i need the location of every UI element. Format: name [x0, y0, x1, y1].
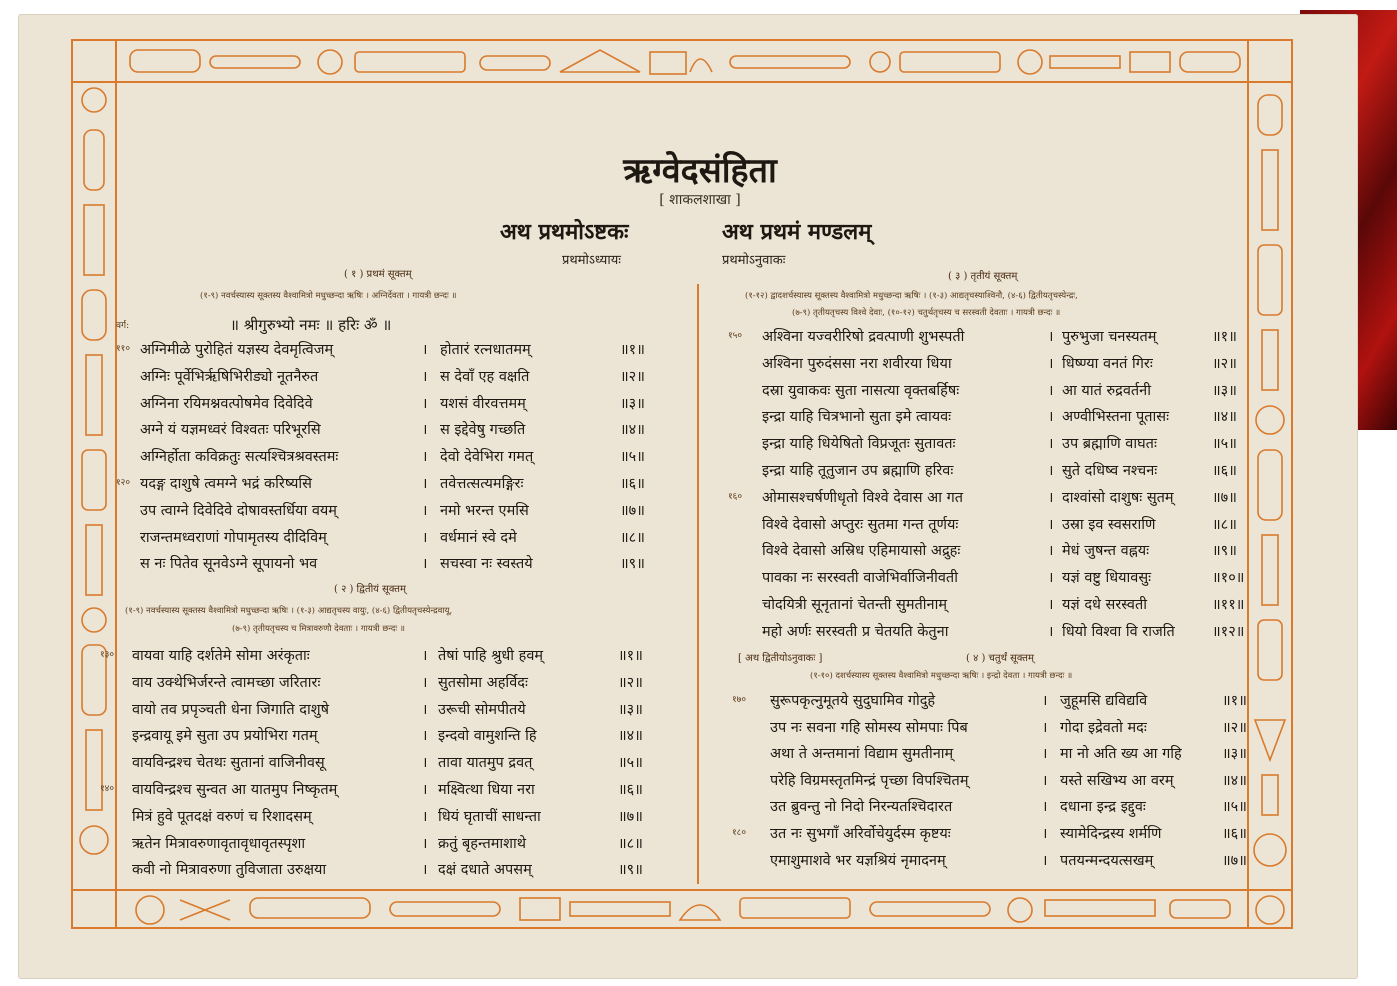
- verse-line: [140, 393, 680, 417]
- verse-first-half: अश्विना यज्वरीरिषो द्रवत्पाणी शुभस्पती: [762, 329, 965, 345]
- danda-separator: ।: [422, 701, 428, 718]
- verse-number: ॥४॥: [1212, 409, 1237, 426]
- verse-line: [770, 770, 1270, 794]
- verse-second-half: क्रतुं बृहन्तमाशाथे: [438, 835, 527, 852]
- verse-second-half: धिष्ण्या वनतं गिरः: [1062, 355, 1153, 372]
- verse-number: ॥७॥: [620, 502, 645, 519]
- verse-line: [132, 645, 680, 669]
- verse-second-half: सुते दधिष्व नश्चनः: [1062, 463, 1158, 479]
- verse-number: ॥१॥: [1222, 693, 1247, 709]
- verse-second-half: मा नो अति ख्य आ गहि: [1060, 746, 1182, 763]
- verse-second-half: दधाना इन्द्र इद्दुवः: [1060, 799, 1146, 816]
- danda-separator: ।: [422, 422, 428, 439]
- danda-separator: ।: [1048, 463, 1054, 479]
- verse-first-half: वायवा याहि दर्शतेमे सोमा अरंकृताः: [132, 648, 310, 664]
- verse-number: ॥१०॥: [1212, 570, 1245, 587]
- verse-line: [132, 725, 680, 749]
- verse-second-half: उरूची सोमपीतये: [438, 701, 526, 718]
- right-heading: अथ प्रथमं मण्डलम्: [722, 219, 872, 245]
- verse-number: ॥३॥: [620, 395, 645, 412]
- verse-line: [770, 823, 1270, 847]
- verse-number: ॥९॥: [620, 556, 645, 573]
- verse-number: ॥४॥: [620, 422, 645, 439]
- danda-separator: ।: [1042, 852, 1048, 869]
- verse-line: [762, 594, 1272, 618]
- verse-first-half: परेहि विग्रमस्तृतमिन्द्रं पृच्छा विपश्चितम्: [770, 772, 969, 789]
- verse-number: ॥१॥: [1212, 329, 1237, 345]
- verse-number: ॥६॥: [1212, 463, 1237, 479]
- verse-line: [762, 621, 1272, 645]
- verse-line: [140, 339, 680, 363]
- verse-second-half: इन्दवो वामुशन्ति हि: [438, 728, 537, 745]
- verse-line: [762, 514, 1272, 538]
- verse-number: ॥८॥: [618, 835, 643, 852]
- verse-first-half: अग्निमीळे पुरोहितं यज्ञस्य देवमृत्विजम्: [140, 342, 334, 358]
- verse-first-half: उप त्वाग्ने दिवेदिवे दोषावस्तर्धिया वयम्: [140, 502, 337, 519]
- verse-line: [132, 859, 680, 883]
- verse-second-half: तवेत्तत्सत्यमङ्गिरः: [440, 476, 524, 492]
- verse-line: [770, 717, 1270, 741]
- verse-number: ॥२॥: [618, 674, 643, 691]
- verse-line: [140, 500, 680, 524]
- verse-margin-number: १३०: [100, 650, 115, 660]
- verse-first-half: एमाशुमाशवे भर यज्ञश्रियं नृमादनम्: [770, 852, 946, 869]
- verse-margin-number: १८०: [732, 828, 747, 838]
- verse-second-half: देवो देवेभिरा गमत्: [440, 449, 534, 466]
- verse-line: [132, 699, 680, 723]
- verse-line: [140, 366, 680, 390]
- danda-separator: ।: [1048, 597, 1054, 613]
- verse-line: [132, 672, 680, 696]
- danda-separator: ।: [1042, 693, 1048, 709]
- left-subheading: प्रथमोऽध्यायः: [562, 253, 621, 268]
- danda-separator: ।: [1048, 516, 1054, 533]
- verse-first-half: वाय उक्थेभिर्जरन्ते त्वामच्छा जरितारः: [132, 674, 321, 691]
- verse-line: [762, 540, 1272, 564]
- danda-separator: ।: [422, 648, 428, 664]
- danda-separator: ।: [1048, 543, 1054, 560]
- verse-number: ॥८॥: [620, 529, 645, 546]
- verse-first-half: वायविन्द्रश्च चेतथः सुतानां वाजिनीवसू: [132, 755, 325, 772]
- verse-first-half: उत ब्रुवन्तु नो निदो निरन्यतश्चिदारत: [770, 799, 953, 816]
- anuvaka-note: [ अथ द्वितीयोऽनुवाकः ]: [738, 653, 823, 664]
- danda-separator: ।: [422, 529, 428, 546]
- invocation-line: ॥ श्रीगुरुभ्यो नमः ॥ हरिः ॐ ॥: [230, 316, 392, 334]
- verse-second-half: धियं घृताचीं साधन्ता: [438, 808, 541, 825]
- verse-first-half: अश्विना पुरुदंससा नरा शवीरया धिया: [762, 355, 952, 372]
- danda-separator: ।: [422, 808, 428, 825]
- verse-first-half: वायो तव प्रपृञ्चती धेना जिगाति दाशुषे: [132, 701, 330, 718]
- verse-second-half: अण्वीभिस्तना पूतासः: [1062, 409, 1170, 426]
- verse-line: [132, 806, 680, 830]
- verse-margin-number: ११०: [116, 344, 131, 354]
- verse-line: [770, 850, 1270, 874]
- verse-first-half: विश्वे देवासो अप्तुरः सुतमा गन्त तूर्णयः: [762, 516, 959, 533]
- verse-first-half: दस्रा युवाकवः सुता नासत्या वृक्तबर्हिषः: [762, 382, 960, 399]
- left-margin-note: वर्ग:: [116, 321, 130, 331]
- verse-line: [140, 553, 680, 577]
- danda-separator: ।: [422, 862, 428, 879]
- verse-number: ॥९॥: [1212, 543, 1237, 560]
- danda-separator: ।: [1042, 719, 1048, 736]
- verse-line: [762, 326, 1272, 350]
- verse-first-half: स नः पितेव सूनवेऽग्ने सूपायनो भव: [140, 556, 318, 573]
- danda-separator: ।: [422, 342, 428, 358]
- verse-first-half: इन्द्रा याहि धियेषितो विप्रजूतः सुतावतः: [762, 436, 956, 453]
- verse-line: [140, 473, 680, 497]
- right-subheading: प्रथमोऽनुवाकः: [722, 253, 786, 268]
- verse-line: [770, 690, 1270, 714]
- danda-separator: ।: [1048, 382, 1054, 399]
- danda-separator: ।: [422, 449, 428, 466]
- verse-line: [762, 353, 1272, 377]
- verse-line: [140, 419, 680, 443]
- danda-separator: ।: [1048, 623, 1054, 640]
- verse-first-half: चोदयित्री सूनृतानां चेतन्ती सुमतीनाम्: [762, 597, 948, 613]
- verse-second-half: मेधं जुषन्त वह्नयः: [1062, 543, 1150, 560]
- verse-second-half: गोदा इद्रेवतो मदः: [1060, 719, 1147, 736]
- danda-separator: ।: [1048, 409, 1054, 426]
- verse-number: ॥७॥: [618, 808, 643, 825]
- left-heading: अथ प्रथमोऽष्टकः: [500, 219, 629, 245]
- verse-second-half: सुतसोमा अहर्विदः: [438, 674, 528, 691]
- sukta-2-label: ( २ ) द्वितीयं सूक्तम्: [334, 584, 406, 595]
- verse-first-half: अग्निर्होता कविक्रतुः सत्यश्चित्रश्रवस्तमः: [140, 449, 339, 466]
- page-subtitle: [ शाकलशाखा ]: [659, 192, 741, 208]
- danda-separator: ।: [1048, 436, 1054, 453]
- verse-second-half: यज्ञं वष्टु धियावसुः: [1062, 570, 1152, 587]
- verse-second-half: उप ब्रह्माणि वाघतः: [1062, 436, 1157, 453]
- verse-number: ॥२॥: [1212, 355, 1237, 372]
- verse-second-half: स देवाँ एह वक्षति: [440, 368, 530, 385]
- verse-first-half: कवी नो मित्रावरुणा तुविजाता उरुक्षया: [132, 862, 327, 879]
- danda-separator: ।: [422, 395, 428, 412]
- page-title: ऋग्वेदसंहिता: [623, 151, 777, 191]
- verse-line: [762, 460, 1272, 484]
- verse-number: ॥६॥: [1222, 826, 1247, 842]
- danda-separator: ।: [422, 674, 428, 691]
- danda-separator: ।: [1048, 489, 1054, 506]
- sukta-3-meta-2: (७-९) तृतीयतृचस्य विश्वे देवाः, (१०-१२) चतुर्थतृचस्य च सरस्वती देवताः । गायत्री छन्दः ॥: [792, 308, 1061, 318]
- danda-separator: ।: [1048, 355, 1054, 372]
- verse-second-half: दक्षं दधाते अपसम्: [438, 862, 532, 879]
- verse-number: ॥२॥: [620, 368, 645, 385]
- verse-number: ॥३॥: [618, 701, 643, 718]
- verse-number: ॥११॥: [1212, 597, 1245, 613]
- verse-line: [140, 446, 680, 470]
- verse-number: ॥६॥: [618, 782, 643, 798]
- sukta-3-meta: (१-१२) द्वादशर्चस्यास्य सूक्तस्य वैश्वामित्रो मधुच्छन्दा ऋषिः । (१-३) आद्यतृचस्याश्विनौ, (४-६) द्वितीयतृचस्येन्द्रः,: [745, 291, 1078, 301]
- danda-separator: ।: [422, 755, 428, 772]
- danda-separator: ।: [1042, 746, 1048, 763]
- sukta-3-label: ( ३ ) तृतीयं सूक्तम्: [948, 271, 1018, 282]
- verse-second-half: तेषां पाहि श्रुधी हवम्: [438, 648, 544, 664]
- verse-second-half: वर्धमानं स्वे दमे: [440, 529, 517, 546]
- verse-second-half: पतयन्मन्दयत्सखम्: [1060, 852, 1154, 869]
- verse-second-half: आ यातं रुद्रवर्तनी: [1062, 382, 1151, 399]
- verse-number: ॥५॥: [1212, 436, 1237, 453]
- danda-separator: ।: [422, 502, 428, 519]
- verse-second-half: पुरुभुजा चनस्यतम्: [1062, 329, 1157, 345]
- verse-line: [770, 796, 1270, 820]
- danda-separator: ।: [1048, 570, 1054, 587]
- verse-number: ॥५॥: [620, 449, 645, 466]
- verse-first-half: अग्निः पूर्वेभिर्ऋषिभिरीड्यो नूतनैरुत: [140, 368, 319, 385]
- sukta-4-meta: (१-१०) दशर्चस्यास्य सूक्तस्य वैश्वामित्रो मधुच्छन्दा ऋषिः । इन्द्रो देवता । गायत्री छन्दः ॥: [810, 671, 1073, 681]
- verse-number: ॥१२॥: [1212, 623, 1245, 640]
- verse-second-half: स्यामेदिन्द्रस्य शर्मणि: [1060, 826, 1162, 842]
- verse-second-half: उस्रा इव स्वसराणि: [1062, 516, 1156, 533]
- verse-first-half: सुरूपकृत्नुमूतये सुदुघामिव गोदुहे: [770, 693, 936, 709]
- verse-first-half: अग्निना रयिमश्नवत्पोषमेव दिवेदिवे: [140, 395, 313, 412]
- verse-margin-number: १७०: [732, 695, 747, 705]
- danda-separator: ।: [422, 368, 428, 385]
- verse-second-half: स इद्देवेषु गच्छति: [440, 422, 526, 439]
- danda-separator: ।: [1048, 329, 1054, 345]
- verse-first-half: विश्वे देवासो अस्रिध एहिमायासो अद्रुहः: [762, 543, 961, 560]
- verse-first-half: मित्रं हुवे पूतदक्षं वरुणं च रिशादसम्: [132, 808, 312, 825]
- verse-line: [140, 527, 680, 551]
- verse-first-half: उप नः सवना गहि सोमस्य सोमपाः पिब: [770, 719, 968, 736]
- danda-separator: ।: [422, 782, 428, 798]
- verse-number: ॥८॥: [1212, 516, 1237, 533]
- danda-separator: ।: [1042, 772, 1048, 789]
- verse-first-half: अग्ने यं यज्ञमध्वरं विश्वतः परिभूरसि: [140, 422, 321, 439]
- verse-second-half: यज्ञं दधे सरस्वती: [1062, 597, 1147, 613]
- danda-separator: ।: [1042, 826, 1048, 842]
- verse-first-half: राजन्तमध्वराणां गोपामृतस्य दीदिविम्: [140, 529, 327, 546]
- verse-number: ॥७॥: [1222, 852, 1247, 869]
- verse-line: [132, 833, 680, 857]
- verse-first-half: पावका नः सरस्वती वाजेभिर्वाजिनीवती: [762, 570, 958, 587]
- verse-number: ॥५॥: [1222, 799, 1247, 816]
- verse-margin-number: १४०: [100, 784, 115, 794]
- verse-second-half: नमो भरन्त एमसि: [440, 502, 529, 519]
- sukta-2-meta-2: (७-९) तृतीयतृचस्य च मित्रावरुणौ देवताः । गायत्री छन्दः ॥: [232, 624, 405, 634]
- verse-second-half: तावा यातमुप द्रवत्: [438, 755, 533, 772]
- verse-second-half: यशसं वीरवत्तमम्: [440, 395, 526, 412]
- verse-number: ॥९॥: [618, 862, 643, 879]
- sukta-1-label: ( १ ) प्रथमं सूक्तम्: [344, 269, 412, 280]
- verse-line: [762, 487, 1272, 511]
- verse-number: ॥२॥: [1222, 719, 1247, 736]
- verse-line: [762, 567, 1272, 591]
- verse-margin-number: १५०: [728, 331, 743, 341]
- danda-separator: ।: [422, 835, 428, 852]
- verse-first-half: इन्द्रवायू इमे सुता उप प्रयोभिरा गतम्: [132, 728, 318, 745]
- verse-number: ॥४॥: [1222, 772, 1247, 789]
- verse-number: ॥१॥: [620, 342, 645, 358]
- verse-second-half: जुहूमसि द्यविद्यवि: [1060, 693, 1148, 709]
- danda-separator: ।: [1042, 799, 1048, 816]
- verse-first-half: उत नः सुभगाँ अरिर्वोचेयुर्दस्म कृष्टयः: [770, 826, 951, 842]
- verse-second-half: दाश्वांसो दाशुषः सुतम्: [1062, 489, 1174, 506]
- verse-first-half: इन्द्रा याहि तूतुजान उप ब्रह्माणि हरिवः: [762, 463, 954, 479]
- verse-second-half: धियो विश्वा वि राजति: [1062, 623, 1175, 640]
- danda-separator: ।: [422, 728, 428, 745]
- verse-first-half: महो अर्णः सरस्वती प्र चेतयति केतुना: [762, 623, 949, 640]
- verse-second-half: मक्ष्वित्था धिया नरा: [438, 782, 535, 798]
- verse-second-half: यस्ते सखिभ्य आ वरम्: [1060, 772, 1174, 789]
- verse-number: ॥३॥: [1212, 382, 1237, 399]
- verse-line: [762, 406, 1272, 430]
- danda-separator: ।: [422, 556, 428, 573]
- verse-first-half: अथा ते अन्तमानां विद्याम सुमतीनाम्: [770, 746, 954, 763]
- verse-first-half: यदङ्ग दाशुषे त्वमग्ने भद्रं करिष्यसि: [140, 476, 312, 492]
- verse-second-half: होतारं रत्नधातमम्: [440, 342, 531, 358]
- verse-number: ॥५॥: [618, 755, 643, 772]
- verse-line: [132, 752, 680, 776]
- verse-first-half: वायविन्द्रश्च सुन्वत आ यातमुप निष्कृतम्: [132, 782, 338, 798]
- verse-number: ॥३॥: [1222, 746, 1247, 763]
- verse-second-half: सचस्वा नः स्वस्तये: [440, 556, 533, 573]
- verse-line: [762, 380, 1272, 404]
- sukta-4-label: ( ४ ) चतुर्थं सूक्तम्: [966, 653, 1034, 664]
- verse-number: ॥४॥: [618, 728, 643, 745]
- verse-line: [762, 433, 1272, 457]
- verse-line: [770, 743, 1270, 767]
- verse-first-half: ऋतेन मित्रावरुणावृतावृधावृतस्पृशा: [132, 835, 306, 852]
- verse-margin-number: १२०: [116, 478, 131, 488]
- verse-line: [132, 779, 680, 803]
- verse-first-half: ओमासश्चर्षणीधृतो विश्वे देवास आ गत: [762, 489, 964, 506]
- danda-separator: ।: [422, 476, 428, 492]
- verse-margin-number: १६०: [728, 491, 743, 502]
- sukta-2-meta: (१-९) नवर्चस्यास्य सूक्तस्य वैश्वामित्रो मधुच्छन्दा ऋषिः । (१-३) आद्यतृचस्य वायुः, (४-६) द्वितीयतृचस्येन्द्रवायू,: [125, 606, 453, 616]
- verse-number: ॥६॥: [620, 476, 645, 492]
- verse-first-half: इन्द्रा याहि चित्रभानो सुता इमे त्वायवः: [762, 409, 952, 426]
- sukta-1-meta: (१-९) नवर्चस्यास्य सूक्तस्य वैश्वामित्रो मधुच्छन्दा ऋषिः । अग्निर्देवता । गायत्री छन्दः ॥: [200, 291, 457, 301]
- verse-number: ॥७॥: [1212, 489, 1237, 506]
- verse-number: ॥१॥: [618, 648, 643, 664]
